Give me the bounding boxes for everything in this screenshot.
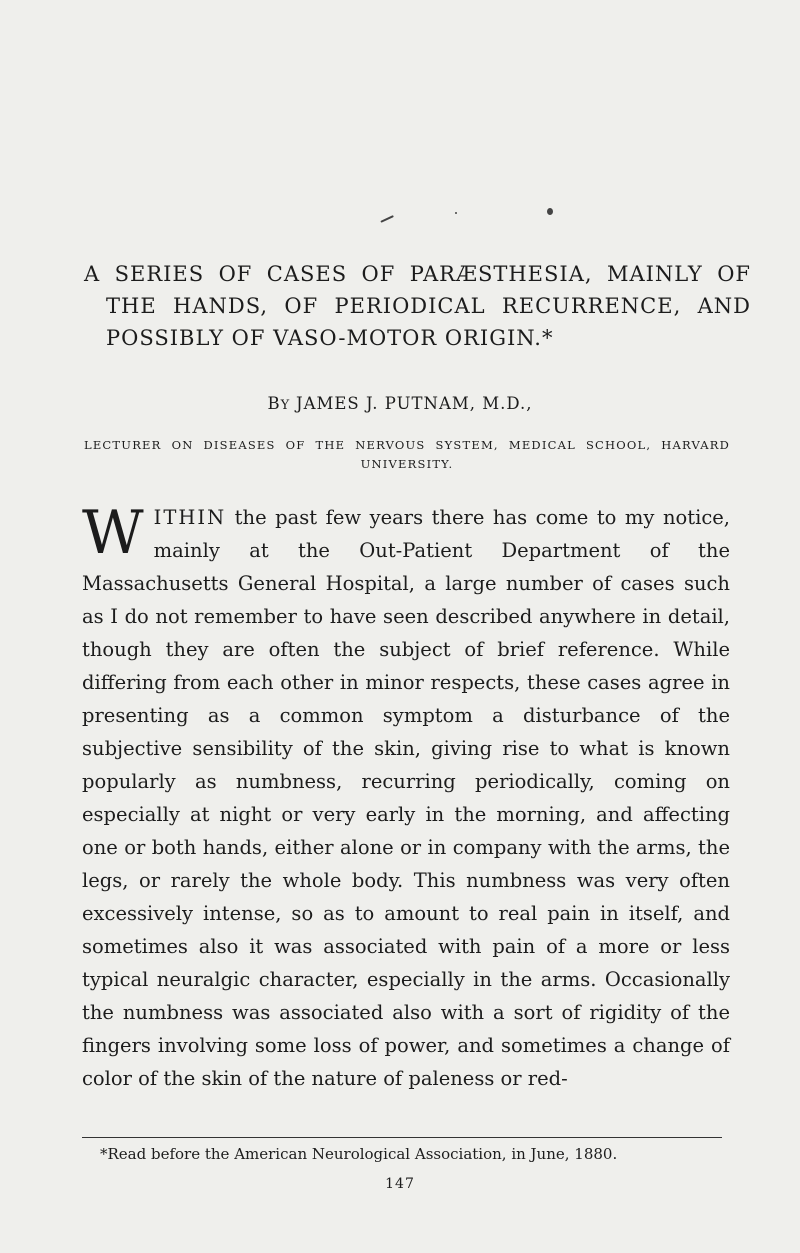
- ink-speck: [380, 215, 393, 222]
- body-text: the past few years there has come to my notice, mainly at the Out-Patient Department of the Massachusetts General Hospital, a large number of cases such as I do not remember to have seen described anywhere in detail, though they are often the subject of brief reference. While differing from each other in minor respects, these cases agree in presenting as a common symptom a disturbance of the subjective sensibility of the skin, giving rise to what is known popularly as numbness, recurring periodically, coming on especially at night or very early in the morning, and affecting one or both hands, either alone or in company with the arms, the legs, or rarely the whole body. This numbness was very often excessively intense, so as to amount to real pain in itself, and sometimes also it was associated with pain of a more or less typical neuralgic character, especially in the arms. Occasionally the numbness was associated also with a sort of rigidity of the fingers involving some loss of power, and sometimes a change of color of the skin of the nature of paleness or red-: [82, 506, 730, 1090]
- footnote-rule: [82, 1137, 722, 1138]
- ink-speck: [547, 208, 553, 215]
- article-title: A SERIES OF CASES OF PARÆSTHESIA, MAINLY OF THE HANDS, OF PERIODICAL RECURRENCE, AND POSSIBLY OF VASO-MOTOR ORIGIN.*: [84, 262, 751, 350]
- footnote: *Read before the American Neurological Association, in June, 1880.: [100, 1145, 618, 1163]
- ink-speck: [455, 212, 457, 214]
- drop-cap: W: [82, 498, 144, 568]
- first-word: ITHIN: [153, 506, 227, 529]
- byline: [0, 394, 800, 413]
- page-number: 147: [385, 1176, 415, 1192]
- author-affiliation: LECTURER ON DISEASES OF THE NERVOUS SYSTEM, MEDICAL SCHOOL, HARVARD UNIVERSITY.: [84, 438, 730, 471]
- byline-prefix-rest: Y: [280, 398, 290, 413]
- byline-prefix-initial: B: [267, 394, 281, 413]
- body-paragraph: [82, 498, 730, 1095]
- author-name: JAMES J. PUTNAM, M.D.,: [295, 394, 533, 413]
